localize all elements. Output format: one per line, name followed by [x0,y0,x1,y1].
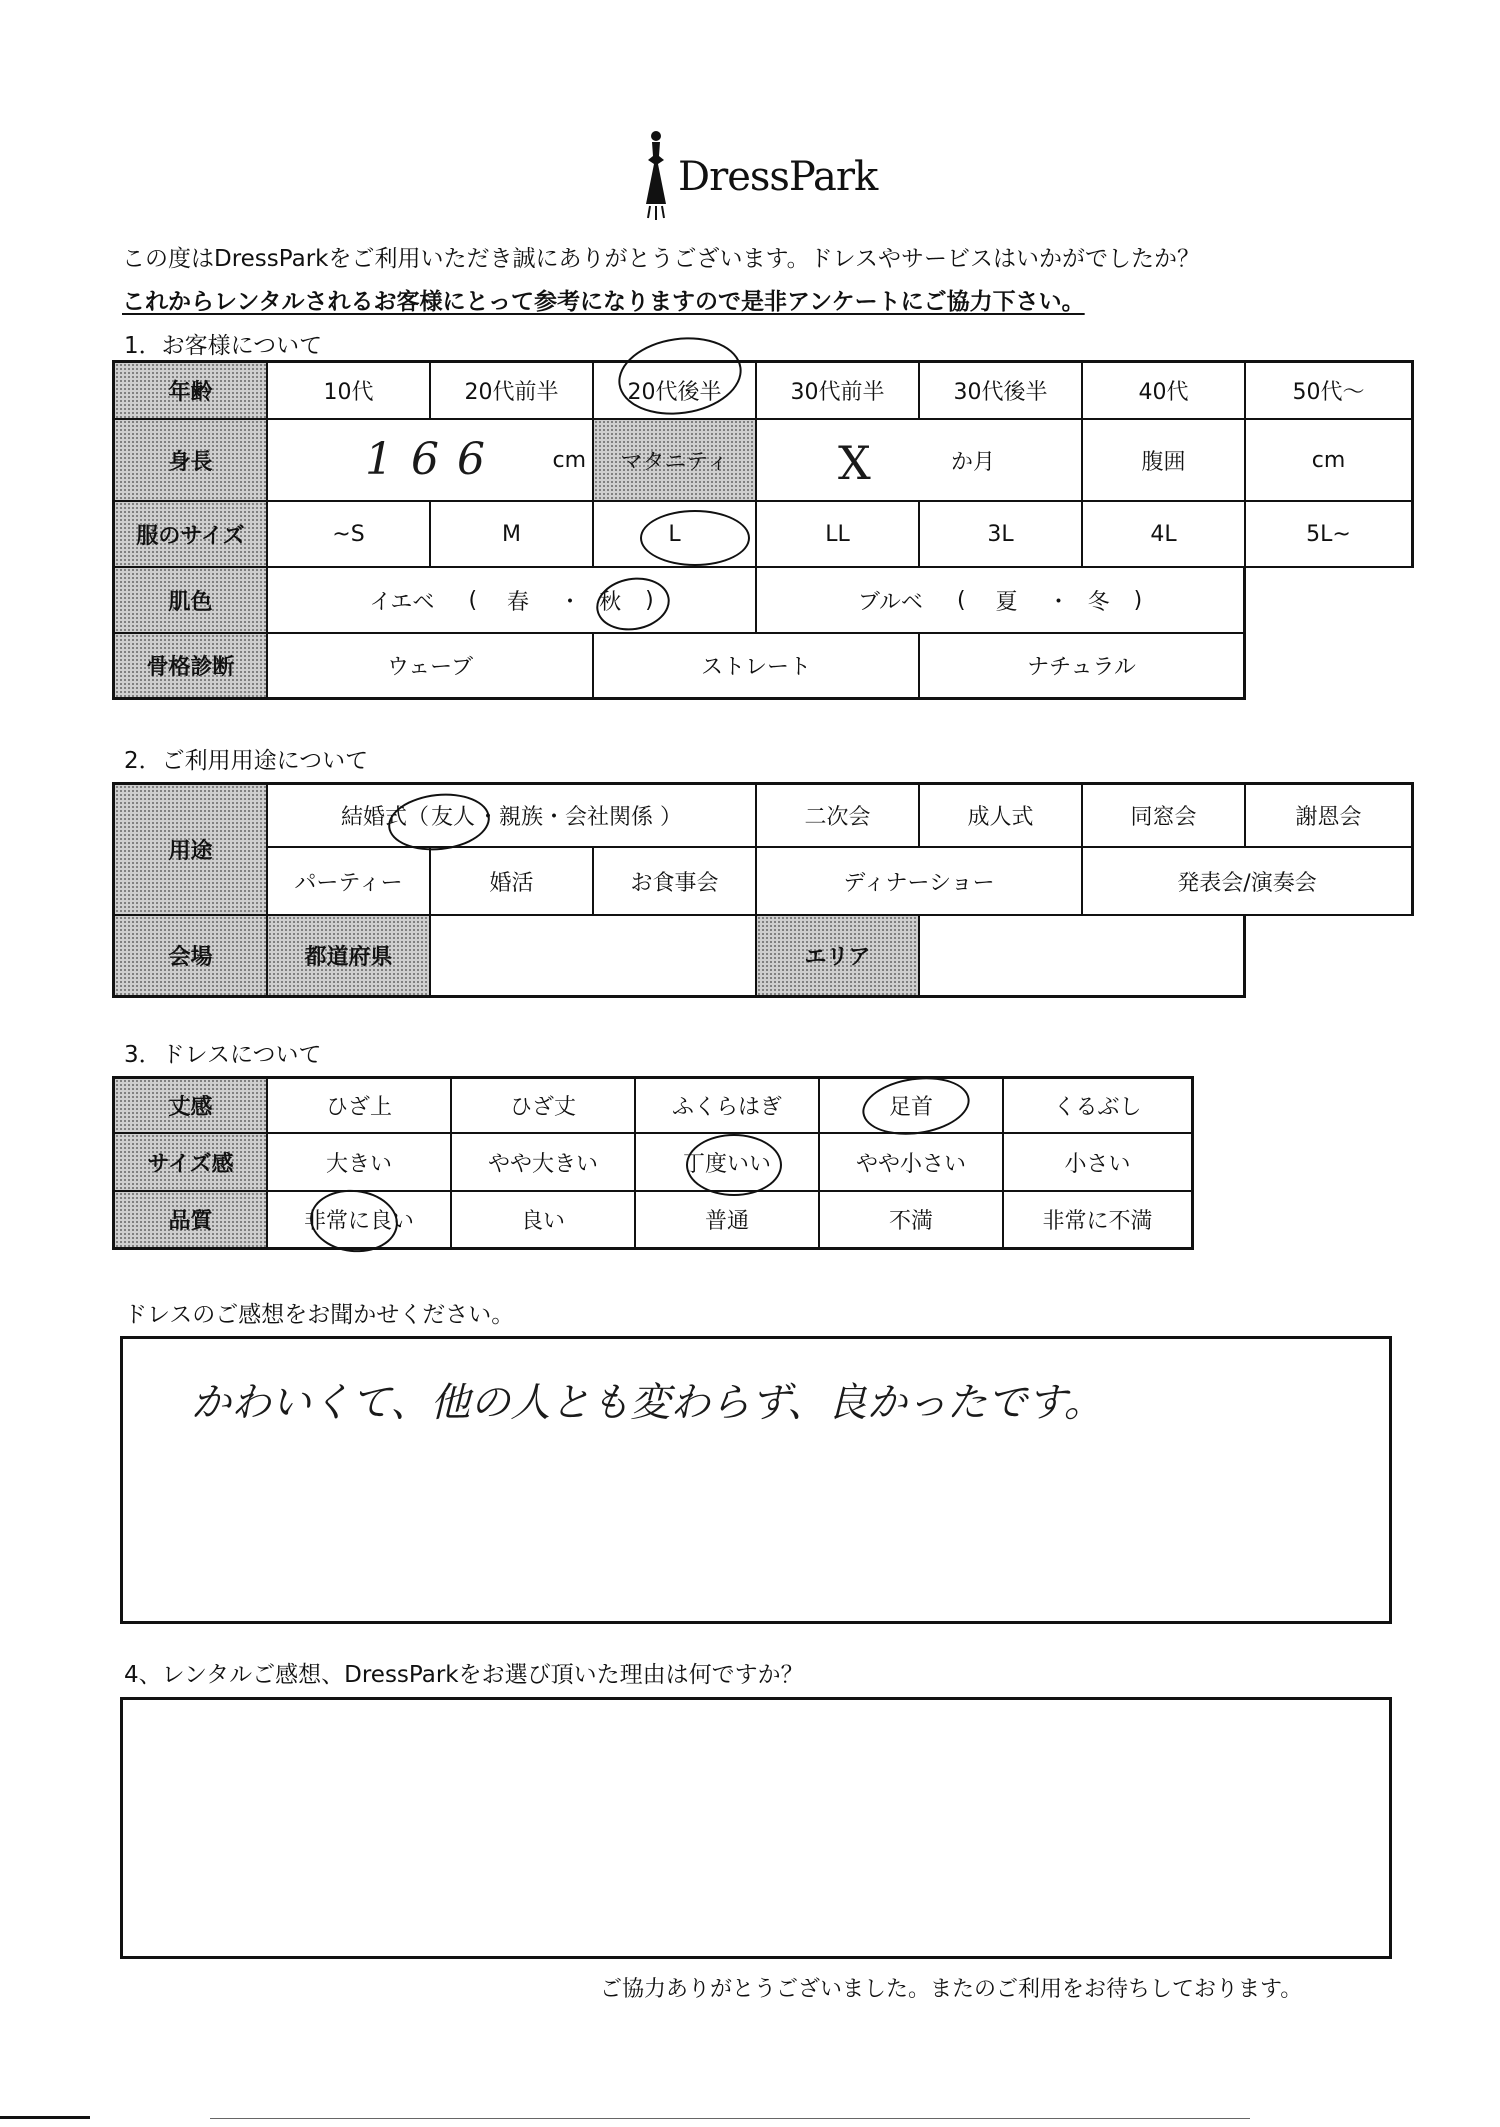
dresspark-logo [636,126,896,222]
age-option[interactable]: 50代～ [1246,360,1414,420]
quality-option[interactable]: 良い [452,1192,636,1250]
frame-option[interactable]: ナチュラル [920,634,1246,700]
quality-option[interactable]: 非常に良い [268,1192,452,1250]
skin-label: 肌色 [112,568,268,634]
purpose-option[interactable]: 発表会/演奏会 [1083,848,1414,916]
scan-mark [0,2116,90,2119]
size-option[interactable]: L [594,502,757,568]
length-option[interactable]: ひざ丈 [452,1076,636,1134]
dress-icon [636,126,676,222]
impression-field[interactable] [120,1336,1392,1624]
age-option[interactable]: 20代前半 [431,360,594,420]
wedding-prefix: 結婚式（ [340,805,429,830]
season-spring[interactable]: 春 [507,589,530,615]
season-autumn[interactable]: 秋 [599,589,622,615]
section3-title: 3．ドレスについて [124,1042,322,1068]
intro-request: これからレンタルされるお客様にとって参考になりますので是非アンケートにご協力下さい。 [122,289,1085,315]
prefecture-label: 都道府県 [268,916,431,998]
maternity-label: マタニティ [594,420,757,502]
purpose-table [112,782,1414,1002]
size-option[interactable]: 5L~ [1246,502,1414,568]
quality-option[interactable]: 非常に不満 [1004,1192,1194,1250]
height-unit: cm [552,447,586,473]
separator-dot: ・ [559,589,582,615]
impression-handwritten: かわいくて、他の人とも変わらず、良かったです。 [191,1380,1104,1426]
fit-option[interactable]: 大きい [268,1134,452,1192]
purpose-option[interactable]: パーティー [268,848,431,916]
area-label: エリア [757,916,920,998]
frame-label: 骨格診断 [112,634,268,700]
paren-close: ) [645,587,654,613]
age-option[interactable]: 30代前半 [757,360,920,420]
yellow-base-option[interactable] [268,568,757,634]
prefecture-field[interactable] [431,916,757,998]
maternity-field[interactable] [757,420,1083,502]
fit-option[interactable]: やや大きい [452,1134,636,1192]
size-option[interactable]: 4L [1083,502,1246,568]
length-label: 丈感 [112,1076,268,1134]
paren-open: ( [956,587,966,613]
age-option[interactable]: 20代後半 [594,360,757,420]
quality-option[interactable]: 普通 [636,1192,820,1250]
age-label: 年齢 [112,360,268,420]
month-unit: か月 [950,449,995,475]
size-option[interactable]: ~S [268,502,431,568]
fit-option[interactable]: 小さい [1004,1134,1194,1192]
area-field[interactable] [920,916,1246,998]
frame-option[interactable]: ウェーブ [268,634,594,700]
season-summer[interactable]: 夏 [995,589,1018,615]
section1-title: 1．お客様について [124,333,323,359]
size-label: 服のサイズ [112,502,268,568]
frame-option[interactable]: ストレート [594,634,920,700]
quality-option[interactable]: 不満 [820,1192,1004,1250]
section2-title: 2．ご利用用途について [124,748,369,774]
size-option[interactable]: 3L [920,502,1083,568]
fit-option[interactable]: 丁度いい [636,1134,820,1192]
quality-label: 品質 [112,1192,268,1250]
purpose-option[interactable]: 二次会 [757,782,920,848]
height-label: 身長 [112,420,268,502]
fit-label: サイズ感 [112,1134,268,1192]
length-option[interactable]: 足首 [820,1076,1004,1134]
paren-open: ( [468,587,478,613]
brand-name: DressPark [678,154,878,200]
yellow-base-label: イエベ [369,589,435,615]
age-option[interactable]: 30代後半 [920,360,1083,420]
waist-field[interactable] [1246,420,1414,502]
purpose-label: 用途 [112,782,268,916]
scan-mark [210,2118,1250,2119]
length-option[interactable]: くるぶし [1004,1076,1194,1134]
age-option[interactable]: 10代 [268,360,431,420]
purpose-option[interactable]: 婚活 [431,848,594,916]
dress-table [112,1076,1204,1256]
customer-table [112,360,1414,711]
height-handwritten: 166 [365,434,503,485]
purpose-option[interactable]: 成人式 [920,782,1083,848]
blue-base-label: ブルベ [857,589,923,615]
separator-dot: ・ [1047,589,1070,615]
purpose-option[interactable]: 同窓会 [1083,782,1246,848]
maternity-handwritten: X [838,436,871,490]
size-option[interactable]: LL [757,502,920,568]
season-winter[interactable]: 冬 [1087,589,1110,615]
purpose-option[interactable]: ディナーショー [757,848,1083,916]
impression-prompt: ドレスのご感想をお聞かせください。 [124,1302,515,1328]
wedding-rest: ・親族・会社関係 ） [477,805,683,830]
length-option[interactable]: ひざ上 [268,1076,452,1134]
intro-text: この度はDressParkをご利用いただき誠にありがとうございます。ドレスやサービスはいかがでしたか？ [122,246,1200,272]
selection-circle [686,1134,782,1196]
venue-label: 会場 [112,916,268,998]
paren-close: ) [1133,587,1143,613]
size-option[interactable]: M [431,502,594,568]
age-option[interactable]: 40代 [1083,360,1246,420]
waist-unit: cm [1311,447,1346,473]
purpose-option[interactable]: お食事会 [594,848,757,916]
waist-label: 腹囲 [1083,420,1246,502]
selection-circle [640,510,750,566]
footer-thanks: ご協力ありがとうございました。またのご利用をお待ちしております。 [600,1977,1303,2002]
length-option[interactable]: ふくらはぎ [636,1076,820,1134]
reason-field[interactable] [120,1697,1392,1959]
blue-base-option[interactable] [757,568,1246,634]
wedding-friend[interactable]: 友人 [431,805,476,830]
wedding-option[interactable] [268,782,757,848]
section4-title: 4、レンタルご感想、DressParkをお選び頂いた理由は何ですか？ [124,1662,804,1688]
purpose-option[interactable]: 謝恩会 [1246,782,1414,848]
fit-option[interactable]: やや小さい [820,1134,1004,1192]
